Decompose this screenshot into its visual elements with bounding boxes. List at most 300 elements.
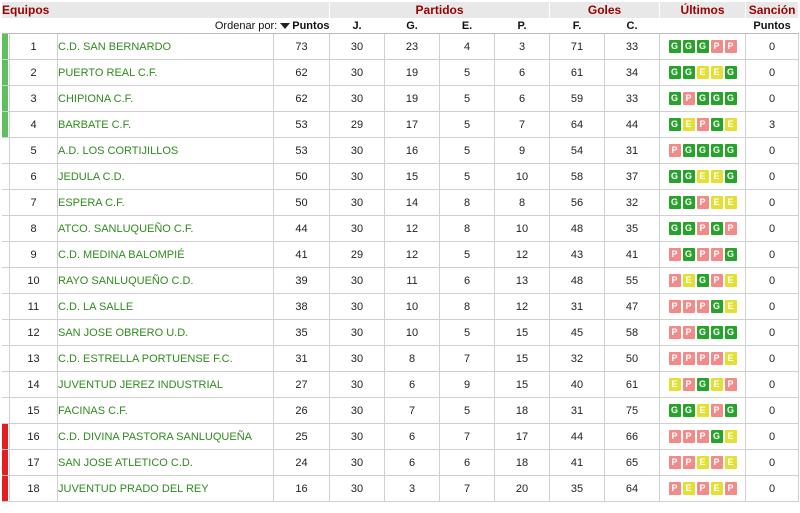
result-badge: P (725, 40, 737, 53)
zone-marker (2, 216, 10, 242)
result-badge: P (669, 482, 681, 495)
last-results (660, 242, 746, 268)
zone-marker-bar (2, 242, 8, 267)
zone-marker-bar (2, 112, 8, 137)
team-link[interactable]: C.D. DIVINA PASTORA SANLUQUEÑA (58, 424, 274, 450)
header-goles: Goles (550, 2, 660, 19)
result-badge: P (683, 326, 695, 339)
goals-for: 31 (550, 294, 605, 320)
lost: 18 (495, 450, 550, 476)
goals-against: 58 (605, 320, 660, 346)
penalty-points: 0 (746, 86, 799, 112)
result-badge: P (697, 300, 709, 313)
result-badge: G (725, 170, 737, 183)
standings-table (1, 1, 799, 502)
result-badge: E (725, 430, 737, 443)
goals-for: 56 (550, 190, 605, 216)
drawn: 5 (440, 320, 495, 346)
zone-marker-bar (2, 190, 8, 215)
played: 30 (330, 190, 385, 216)
played: 30 (330, 294, 385, 320)
last-results-badges (669, 274, 737, 287)
last-results-badges (669, 40, 737, 53)
drawn: 9 (440, 372, 495, 398)
col-e[interactable]: E. (440, 19, 495, 34)
result-badge: P (669, 144, 681, 157)
table-row (2, 216, 799, 242)
drawn: 7 (440, 476, 495, 502)
zone-marker-bar (2, 476, 8, 501)
team-link[interactable]: ESPERA C.F. (58, 190, 274, 216)
goals-against: 47 (605, 294, 660, 320)
result-badge: G (669, 222, 681, 235)
column-header-row (2, 19, 799, 34)
result-badge: P (725, 378, 737, 391)
result-badge: P (711, 248, 723, 261)
won: 12 (385, 216, 440, 242)
result-badge: G (697, 378, 709, 391)
last-results-badges (669, 456, 737, 469)
position: 4 (10, 112, 58, 138)
points: 27 (274, 372, 330, 398)
table-row (2, 372, 799, 398)
team-link[interactable]: FACINAS C.F. (58, 398, 274, 424)
won: 3 (385, 476, 440, 502)
zone-marker-bar (2, 268, 8, 293)
result-badge: E (683, 118, 695, 131)
goals-for: 41 (550, 450, 605, 476)
goals-for: 40 (550, 372, 605, 398)
zone-marker-bar (2, 424, 8, 449)
drawn: 5 (440, 86, 495, 112)
result-badge: E (697, 66, 709, 79)
result-badge: G (711, 430, 723, 443)
team-link[interactable]: JUVENTUD JEREZ INDUSTRIAL (58, 372, 274, 398)
position: 6 (10, 164, 58, 190)
drawn: 5 (440, 242, 495, 268)
penalty-points: 0 (746, 320, 799, 346)
last-results-badges (669, 222, 737, 235)
points: 25 (274, 424, 330, 450)
result-badge: P (725, 222, 737, 235)
zone-marker-bar (2, 86, 8, 111)
goals-against: 41 (605, 242, 660, 268)
zone-marker-bar (2, 346, 8, 371)
result-badge: P (697, 222, 709, 235)
last-results (660, 34, 746, 60)
played: 30 (330, 398, 385, 424)
last-results (660, 190, 746, 216)
points: 41 (274, 242, 330, 268)
table-row (2, 60, 799, 86)
penalty-points: 0 (746, 164, 799, 190)
team-link[interactable]: PUERTO REAL C.F. (58, 60, 274, 86)
played: 30 (330, 476, 385, 502)
penalty-points: 0 (746, 450, 799, 476)
team-link[interactable]: ATCO. SANLUQUEÑO C.F. (58, 216, 274, 242)
last-results-badges (669, 404, 737, 417)
zone-marker (2, 372, 10, 398)
drawn: 7 (440, 346, 495, 372)
result-badge: E (697, 170, 709, 183)
lost: 9 (495, 138, 550, 164)
goals-for: 31 (550, 398, 605, 424)
table-row (2, 398, 799, 424)
result-badge: G (711, 300, 723, 313)
played: 30 (330, 60, 385, 86)
goals-against: 35 (605, 216, 660, 242)
won: 19 (385, 60, 440, 86)
table-row (2, 138, 799, 164)
drawn: 5 (440, 112, 495, 138)
result-badge: E (697, 404, 709, 417)
lost: 17 (495, 424, 550, 450)
goals-for: 59 (550, 86, 605, 112)
table-row (2, 112, 799, 138)
result-badge: E (725, 456, 737, 469)
header-equipos: Equipos (2, 2, 330, 19)
points: 50 (274, 164, 330, 190)
position: 13 (10, 346, 58, 372)
team-link[interactable]: JUVENTUD PRADO DEL REY (58, 476, 274, 502)
table-row (2, 86, 799, 112)
group-header-row (2, 2, 799, 19)
penalty-points: 0 (746, 424, 799, 450)
result-badge: P (711, 40, 723, 53)
team-link[interactable]: CHIPIONA C.F. (58, 86, 274, 112)
goals-against: 31 (605, 138, 660, 164)
team-link[interactable]: C.D. LA SALLE (58, 294, 274, 320)
result-badge: P (697, 430, 709, 443)
result-badge: P (697, 352, 709, 365)
last-results (660, 112, 746, 138)
points: 62 (274, 60, 330, 86)
sort-down-icon[interactable] (280, 23, 290, 29)
result-badge: P (697, 118, 709, 131)
last-results-badges (669, 92, 737, 105)
goals-against: 65 (605, 450, 660, 476)
won: 16 (385, 138, 440, 164)
last-results-badges (669, 66, 737, 79)
lost: 7 (495, 112, 550, 138)
result-badge: G (669, 196, 681, 209)
lost: 15 (495, 320, 550, 346)
goals-against: 33 (605, 86, 660, 112)
team-link[interactable]: RAYO SANLUQUEÑO C.D. (58, 268, 274, 294)
goals-against: 32 (605, 190, 660, 216)
position: 7 (10, 190, 58, 216)
won: 19 (385, 86, 440, 112)
last-results-badges (669, 144, 737, 157)
won: 23 (385, 34, 440, 60)
last-results (660, 268, 746, 294)
team-link[interactable]: JEDULA C.D. (58, 164, 274, 190)
result-badge: P (697, 482, 709, 495)
points: 31 (274, 346, 330, 372)
result-badge: G (711, 326, 723, 339)
zone-marker (2, 86, 10, 112)
result-badge: G (669, 66, 681, 79)
last-results (660, 372, 746, 398)
result-badge: G (697, 92, 709, 105)
lost: 18 (495, 398, 550, 424)
points: 35 (274, 320, 330, 346)
goals-for: 32 (550, 346, 605, 372)
played: 30 (330, 320, 385, 346)
result-badge: G (669, 404, 681, 417)
zone-marker (2, 242, 10, 268)
result-badge: G (669, 40, 681, 53)
position: 5 (10, 138, 58, 164)
points: 24 (274, 450, 330, 476)
result-badge: P (711, 456, 723, 469)
result-badge: G (683, 170, 695, 183)
penalty-points: 0 (746, 268, 799, 294)
points: 53 (274, 138, 330, 164)
penalty-points: 0 (746, 190, 799, 216)
result-badge: P (669, 456, 681, 469)
team-link[interactable]: C.D. ESTRELLA PORTUENSE F.C. (58, 346, 274, 372)
points: 44 (274, 216, 330, 242)
result-badge: P (683, 430, 695, 443)
result-badge: G (711, 92, 723, 105)
points: 38 (274, 294, 330, 320)
played: 29 (330, 112, 385, 138)
penalty-points: 0 (746, 60, 799, 86)
result-badge: P (669, 248, 681, 261)
zone-marker-bar (2, 34, 8, 59)
lost: 20 (495, 476, 550, 502)
lost: 3 (495, 34, 550, 60)
result-badge: P (683, 92, 695, 105)
team-link[interactable]: C.D. MEDINA BALOMPIÉ (58, 242, 274, 268)
result-badge: P (697, 196, 709, 209)
result-badge: G (683, 40, 695, 53)
drawn: 5 (440, 60, 495, 86)
drawn: 6 (440, 268, 495, 294)
result-badge: E (711, 482, 723, 495)
won: 8 (385, 346, 440, 372)
result-badge: E (697, 456, 709, 469)
won: 7 (385, 398, 440, 424)
position: 9 (10, 242, 58, 268)
col-ultimos-spacer (660, 19, 746, 34)
penalty-points: 3 (746, 112, 799, 138)
won: 11 (385, 268, 440, 294)
last-results-badges (669, 482, 737, 495)
goals-against: 66 (605, 424, 660, 450)
result-badge: G (669, 118, 681, 131)
lost: 6 (495, 86, 550, 112)
col-g[interactable]: G. (385, 19, 440, 34)
result-badge: G (683, 144, 695, 157)
won: 10 (385, 294, 440, 320)
drawn: 5 (440, 398, 495, 424)
goals-against: 55 (605, 268, 660, 294)
result-badge: G (725, 248, 737, 261)
won: 6 (385, 372, 440, 398)
points: 26 (274, 398, 330, 424)
drawn: 5 (440, 138, 495, 164)
goals-for: 58 (550, 164, 605, 190)
sort-control[interactable] (2, 19, 330, 34)
table-row (2, 424, 799, 450)
result-badge: P (725, 482, 737, 495)
last-results-badges (669, 352, 737, 365)
goals-against: 37 (605, 164, 660, 190)
penalty-points: 0 (746, 476, 799, 502)
penalty-points: 0 (746, 216, 799, 242)
result-badge: E (725, 300, 737, 313)
played: 30 (330, 86, 385, 112)
table-row (2, 294, 799, 320)
goals-for: 71 (550, 34, 605, 60)
won: 6 (385, 450, 440, 476)
drawn: 8 (440, 190, 495, 216)
sort-column-puntos[interactable]: Puntos (292, 20, 330, 32)
last-results-badges (669, 300, 737, 313)
penalty-points: 0 (746, 138, 799, 164)
position: 18 (10, 476, 58, 502)
result-badge: G (725, 144, 737, 157)
penalty-points: 0 (746, 242, 799, 268)
result-badge: G (711, 144, 723, 157)
last-results (660, 398, 746, 424)
result-badge: P (711, 352, 723, 365)
result-badge: G (725, 404, 737, 417)
position: 17 (10, 450, 58, 476)
team-link[interactable]: SAN JOSE ATLETICO C.D. (58, 450, 274, 476)
played: 30 (330, 164, 385, 190)
result-badge: E (725, 118, 737, 131)
goals-against: 50 (605, 346, 660, 372)
goals-for: 61 (550, 60, 605, 86)
table-row (2, 164, 799, 190)
won: 6 (385, 424, 440, 450)
header-sancion: Sanción (746, 2, 799, 19)
goals-for: 48 (550, 268, 605, 294)
zone-marker-bar (2, 164, 8, 189)
played: 30 (330, 34, 385, 60)
last-results (660, 424, 746, 450)
position: 16 (10, 424, 58, 450)
won: 10 (385, 320, 440, 346)
lost: 8 (495, 190, 550, 216)
zone-marker (2, 398, 10, 424)
drawn: 8 (440, 216, 495, 242)
col-j[interactable]: J. (330, 19, 385, 34)
goals-for: 35 (550, 476, 605, 502)
position: 10 (10, 268, 58, 294)
result-badge: E (725, 196, 737, 209)
zone-marker (2, 138, 10, 164)
position: 15 (10, 398, 58, 424)
points: 53 (274, 112, 330, 138)
result-badge: G (683, 404, 695, 417)
result-badge: P (669, 430, 681, 443)
drawn: 7 (440, 424, 495, 450)
team-link[interactable]: A.D. LOS CORTIJILLOS (58, 138, 274, 164)
goals-for: 54 (550, 138, 605, 164)
zone-marker (2, 450, 10, 476)
drawn: 4 (440, 34, 495, 60)
result-badge: G (669, 170, 681, 183)
zone-marker (2, 60, 10, 86)
lost: 15 (495, 346, 550, 372)
last-results (660, 346, 746, 372)
table-row (2, 190, 799, 216)
col-p[interactable]: P. (495, 19, 550, 34)
result-badge: G (725, 92, 737, 105)
result-badge: P (683, 378, 695, 391)
won: 17 (385, 112, 440, 138)
result-badge: P (683, 352, 695, 365)
lost: 10 (495, 164, 550, 190)
goals-for: 48 (550, 216, 605, 242)
lost: 12 (495, 294, 550, 320)
position: 2 (10, 60, 58, 86)
goals-for: 45 (550, 320, 605, 346)
last-results (660, 216, 746, 242)
result-badge: G (697, 40, 709, 53)
last-results-badges (669, 170, 737, 183)
team-link[interactable]: SAN JOSE OBRERO U.D. (58, 320, 274, 346)
played: 30 (330, 216, 385, 242)
team-link[interactable]: BARBATE C.F. (58, 112, 274, 138)
zone-marker (2, 320, 10, 346)
played: 30 (330, 424, 385, 450)
last-results (660, 450, 746, 476)
played: 30 (330, 268, 385, 294)
penalty-points: 0 (746, 346, 799, 372)
won: 12 (385, 242, 440, 268)
last-results (660, 294, 746, 320)
last-results (660, 138, 746, 164)
table-row (2, 320, 799, 346)
col-c[interactable]: C. (605, 19, 660, 34)
result-badge: P (711, 404, 723, 417)
last-results-badges (669, 118, 737, 131)
position: 11 (10, 294, 58, 320)
drawn: 6 (440, 450, 495, 476)
lost: 10 (495, 216, 550, 242)
last-results (660, 164, 746, 190)
result-badge: G (697, 326, 709, 339)
won: 15 (385, 164, 440, 190)
result-badge: G (683, 222, 695, 235)
team-link[interactable]: C.D. SAN BERNARDO (58, 34, 274, 60)
played: 30 (330, 450, 385, 476)
result-badge: G (711, 222, 723, 235)
col-f[interactable]: F. (550, 19, 605, 34)
sort-label: Ordenar por: (214, 20, 278, 32)
table-row (2, 476, 799, 502)
drawn: 5 (440, 164, 495, 190)
goals-for: 43 (550, 242, 605, 268)
last-results-badges (669, 326, 737, 339)
position: 12 (10, 320, 58, 346)
result-badge: E (725, 274, 737, 287)
last-results-badges (669, 196, 737, 209)
zone-marker-bar (2, 450, 8, 475)
lost: 12 (495, 242, 550, 268)
last-results (660, 476, 746, 502)
standings-body (2, 34, 799, 502)
table-row (2, 346, 799, 372)
result-badge: G (683, 248, 695, 261)
result-badge: G (711, 118, 723, 131)
result-badge: E (669, 378, 681, 391)
